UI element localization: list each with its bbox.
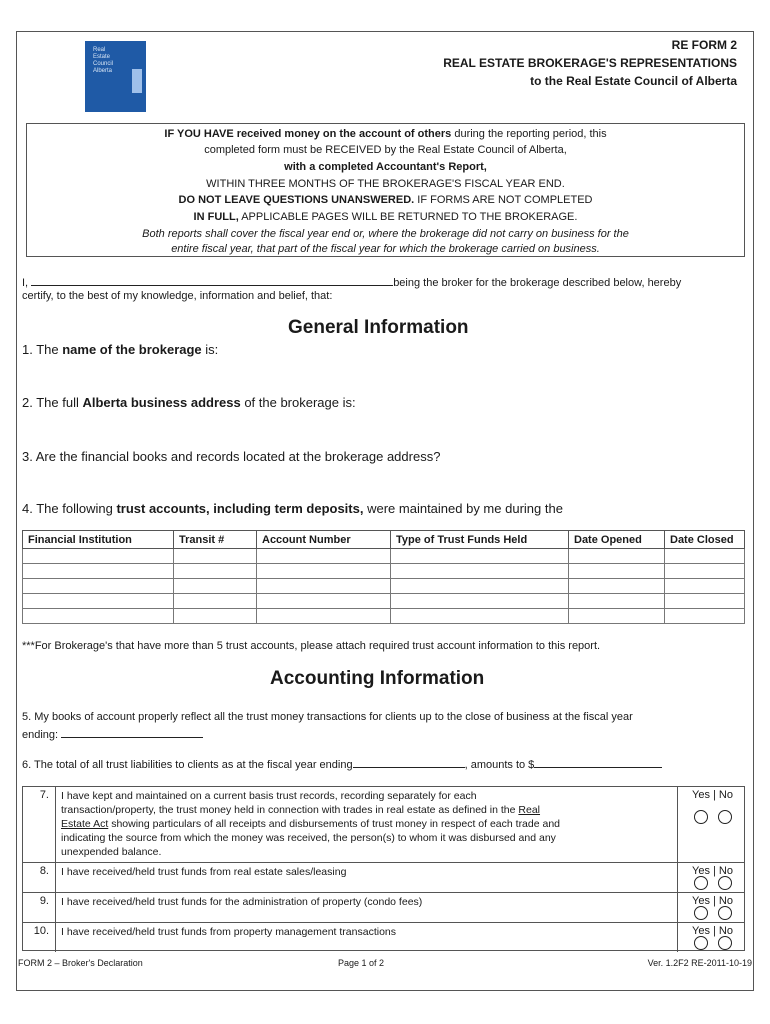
yes-no-label: Yes | No xyxy=(692,925,733,937)
notice-line8: entire fiscal year, that part of the fiscal year for which the brokerage carried on business. xyxy=(171,243,600,255)
yes-no-cell xyxy=(677,787,747,862)
question-10-text: I have received/held trust funds from property management transactions xyxy=(61,926,397,938)
general-info-heading: General Information xyxy=(288,317,469,338)
question-5-line2: ending: xyxy=(22,727,203,741)
table-row xyxy=(23,594,745,609)
question-9-text: I have received/held trust funds for the administration of property (condo fees) xyxy=(61,896,423,908)
trust-accounts-table xyxy=(22,530,745,624)
yes-no-label: Yes | No xyxy=(692,895,733,907)
yes-radio[interactable] xyxy=(694,906,708,920)
table-row xyxy=(23,579,745,594)
col-financial-institution: Financial Institution xyxy=(23,531,174,549)
question-7-text: I have kept and maintained on a current basis trust records, recording separately for each transaction/property, the trust money held in connection with trades in real estate as defined in the Real Estate Act showing particulars of all receipts and disbursements of trust money in respect of each trade and indicating the source from which the money was received, the person(s) to whom it was disbursed and any unexpended balance. xyxy=(61,790,561,858)
table-row xyxy=(23,609,745,624)
col-date-closed: Date Closed xyxy=(665,531,745,549)
col-trust-funds-type: Type of Trust Funds Held xyxy=(391,531,569,549)
yes-radio[interactable] xyxy=(694,810,708,824)
yes-no-label: Yes | No xyxy=(692,865,733,877)
col-transit: Transit # xyxy=(174,531,257,549)
question-number: 7. xyxy=(23,787,56,862)
trust-liabilities-amount-field[interactable] xyxy=(534,757,662,768)
yes-no-cell xyxy=(677,923,747,952)
yes-no-cell xyxy=(677,893,747,922)
notice-line6: APPLICABLE PAGES WILL BE RETURNED TO THE BROKERAGE. xyxy=(238,211,578,223)
notice-line3: with a completed Accountant's Report, xyxy=(284,161,487,173)
certify-suffix: being the broker for the brokerage described below, hereby xyxy=(393,277,682,289)
question-4: 4. The following trust accounts, including term deposits, were maintained by me during the xyxy=(22,501,563,516)
instructions-box xyxy=(26,123,745,257)
no-radio[interactable] xyxy=(718,876,732,890)
notice-line4: WITHIN THREE MONTHS OF THE BROKERAGE'S FISCAL YEAR END. xyxy=(206,178,565,190)
accounting-info-heading: Accounting Information xyxy=(270,668,485,689)
table-row xyxy=(23,549,745,564)
no-radio[interactable] xyxy=(718,936,732,950)
col-account-number: Account Number xyxy=(257,531,391,549)
yes-radio[interactable] xyxy=(694,876,708,890)
notice-line2: completed form must be RECEIVED by the Real Estate Council of Alberta, xyxy=(204,144,567,156)
declaration-row-7 xyxy=(23,787,744,863)
notice-line7: Both reports shall cover the fiscal year end or, where the brokerage did not carry on business for the xyxy=(142,228,629,240)
declaration-row-8 xyxy=(23,863,744,893)
trust-accounts-note: ***For Brokerage's that have more than 5 trust accounts, please attach required trust account information to this report. xyxy=(22,640,601,652)
certify-line2: certify, to the best of my knowledge, information and belief, that: xyxy=(22,290,333,302)
form-number: RE FORM 2 xyxy=(671,38,737,52)
notice-line5: IF FORMS ARE NOT COMPLETED xyxy=(414,194,593,206)
declaration-row-10 xyxy=(23,923,744,952)
notice-line1: during the reporting period, this xyxy=(451,128,607,140)
logo-text: Real Estate Council Alberta xyxy=(93,47,114,74)
question-5: 5. My books of account properly reflect all the trust money transactions for clients up to the close of business at the fiscal year xyxy=(22,711,633,723)
declarations-table xyxy=(22,786,745,951)
question-6: 6. The total of all trust liabilities to clients as at the fiscal year ending , amounts to $ xyxy=(22,757,662,771)
footer-version: Ver. 1.2F2 RE-2011-10-19 xyxy=(647,958,752,968)
question-number: 10. xyxy=(23,923,56,952)
form-title: REAL ESTATE BROKERAGE'S REPRESENTATIONS xyxy=(443,56,737,70)
question-8-text: I have received/held trust funds from real estate sales/leasing xyxy=(61,866,347,878)
question-3: 3. Are the financial books and records located at the brokerage address? xyxy=(22,449,441,464)
notice-line1-bold: IF YOU HAVE received money on the account of others xyxy=(164,128,452,140)
footer-form-name: FORM 2 – Broker's Declaration xyxy=(18,958,143,968)
certify-line xyxy=(22,275,681,289)
question-2: 2. The full Alberta business address of the brokerage is: xyxy=(22,395,356,410)
fiscal-year-end-field[interactable] xyxy=(61,727,203,738)
no-radio[interactable] xyxy=(718,810,732,824)
question-number: 8. xyxy=(23,863,56,892)
declaration-row-9 xyxy=(23,893,744,923)
fiscal-year-ending-field[interactable] xyxy=(353,757,465,768)
form-subtitle: to the Real Estate Council of Alberta xyxy=(530,74,737,88)
question-1: 1. The name of the brokerage is: xyxy=(22,342,219,357)
yes-no-cell xyxy=(677,863,747,892)
yes-radio[interactable] xyxy=(694,936,708,950)
no-radio[interactable] xyxy=(718,906,732,920)
recа-logo xyxy=(85,41,146,112)
notice-line6-bold: IN FULL, xyxy=(193,211,239,223)
question-number: 9. xyxy=(23,893,56,922)
col-date-opened: Date Opened xyxy=(569,531,665,549)
broker-name-field[interactable] xyxy=(31,275,393,286)
certify-prefix: I, xyxy=(22,277,29,289)
table-row xyxy=(23,564,745,579)
logo-building-graphic xyxy=(132,69,142,93)
notice-line5-bold: DO NOT LEAVE QUESTIONS UNANSWERED. xyxy=(178,194,415,206)
yes-no-label: Yes | No xyxy=(692,789,733,801)
footer-page-number: Page 1 of 2 xyxy=(338,958,385,968)
